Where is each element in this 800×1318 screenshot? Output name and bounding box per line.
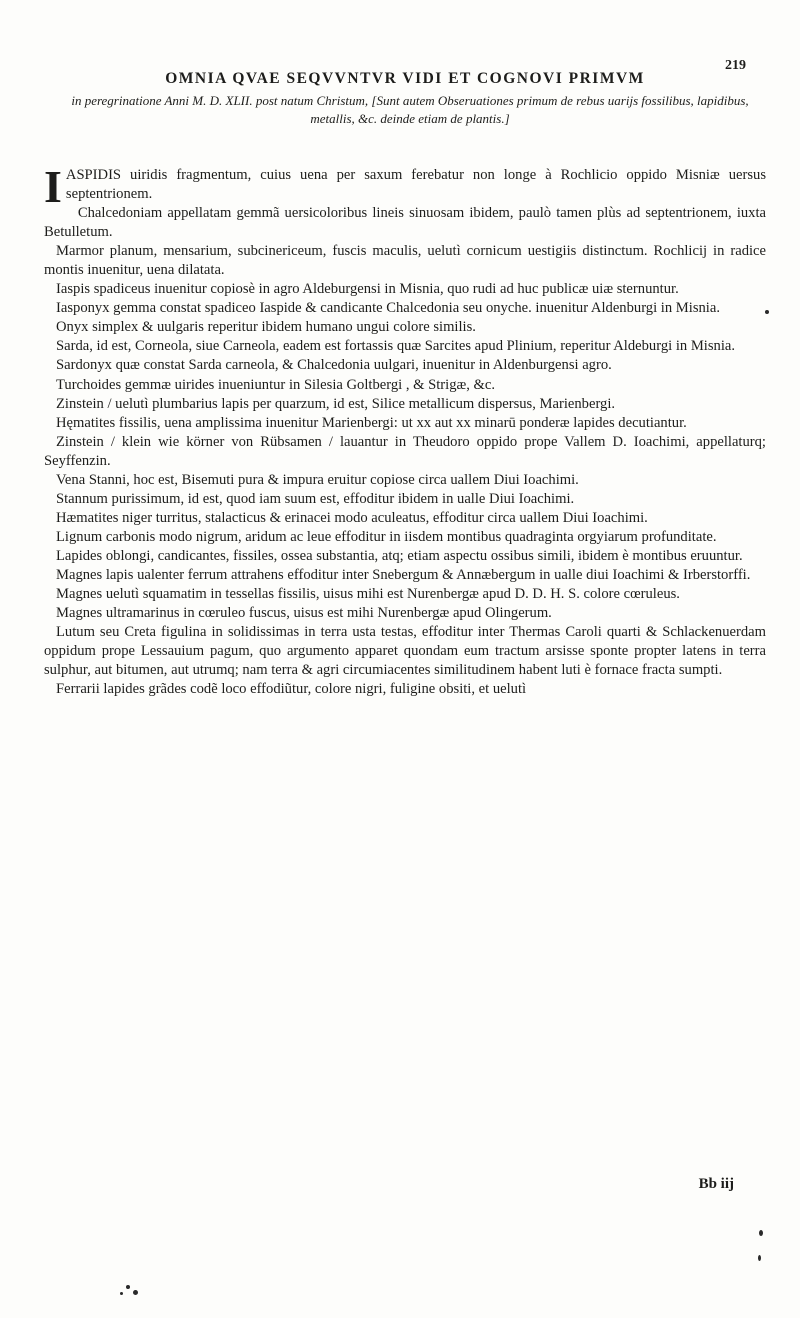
paragraph: Zinstein / klein wie körner von Rübsamen / lauantur in Theudoro oppido prope Vallem D. Ioachimi, appellaturq; Seyffenzin. (44, 433, 766, 469)
page-number: 219 (725, 58, 746, 73)
paragraph: Lapides oblongi, candicantes, fissiles, ossea substantia, atq; etiam aspectu ossibus simili, ibidem è montibus eruuntur. (56, 547, 743, 564)
paragraph: Onyx simplex & uulgaris reperitur ibidem humano ungui colore similis. (56, 319, 476, 336)
paragraph: Magnes lapis ualenter ferrum attrahens effoditur inter Snebergum & Annæbergum in ualle diui Ioachimi & Irberstorffi. (56, 566, 751, 583)
ink-speck (133, 1290, 138, 1295)
paragraph: Chalcedoniam appellatam gemmã uersicoloribus lineis sinuosam ibidem, paulò tamen plùs ad septentrionem, iuxta Betulletum. (44, 205, 766, 241)
paragraph: Zinstein / uelutì plumbarius lapis per quarzum, id est, Silice metallicum dispersus, Marienbergi. (56, 395, 616, 412)
paragraph: Hęmatites fissilis, uena amplissima inuenitur Marienbergi: ut xx aut xx minarū ponderæ lapides decutiantur. (56, 414, 687, 431)
paragraph: Sardonyx quæ constat Sarda carneola, & Chalcedonia uulgari, inuenitur in Aldenburgensi agro. (56, 357, 612, 374)
paragraph: Hæmatites niger turritus, stalacticus & erinacei modo aculeatus, effoditur circa uallem Diui Ioachimi. (56, 509, 648, 526)
paragraph: Iaspis spadiceus inuenitur copiosè in agro Aldeburgensi in Misnia, quo rudi ad huc publicæ uiæ sternuntur. (56, 281, 679, 298)
drop-cap: I (44, 161, 62, 212)
paragraph: Turchoides gemmæ uirides inueniuntur in Silesia Goltbergi , & Strigæ, &c. (56, 376, 496, 393)
paragraph: Lutum seu Creta figulina in solidissimas in terra usta testas, effoditur inter Thermas Caroli quarti & Schlackenuerdam oppidum prope Lessauium pagum, quo argumento apparet quondam eum tractum arsisse sponte propter latens in terra sulphur, aut bitumen, aut utrumq; nam terra & agri circumiacentes similitudinem habent luti è fornace fracta sumpti. (44, 624, 766, 679)
paragraph: Sarda, id est, Corneola, siue Carneola, eadem est fortassis quæ Sarcites apud Plinium, reperitur Aldeburgi in Misnia. (56, 338, 736, 355)
signature-mark: Bb iij (698, 1176, 734, 1192)
paragraph: Stannum purissimum, id est, quod iam suum est, effoditur ibidem in ualle Diui Ioachimi. (56, 490, 575, 507)
ink-speck (120, 1292, 123, 1295)
ink-speck (765, 310, 769, 314)
paragraph: Ferrarii lapides grãdes codẽ loco effodiũtur, colore nigri, fuligine obsiti, et uelutì (56, 681, 527, 698)
paragraph: Vena Stanni, hoc est, Bisemuti pura & impura eruitur copiose circa uallem Diui Ioachimi. (56, 471, 579, 488)
header-note: in peregrinatione Anni M. D. XLII. post natum Christum, [Sunt autem Obseruationes primum de rebus uarijs fossilibus, lapidibus, metallis, &c. deinde etiam de plantis.] (71, 93, 749, 126)
ink-speck (758, 1255, 761, 1261)
ink-speck (759, 1230, 763, 1236)
paragraph: Marmor planum, mensarium, subcinericeum, fuscis maculis, uelutì cornicum uestigiis distinctum. Rochlicij in radice montis inuenitur, uena dilatata. (44, 243, 766, 279)
paragraph: Magnes ultramarinus in cœruleo fuscus, uisus est mihi Nurenbergæ apud Olingerum. (56, 605, 552, 622)
paragraph: Magnes uelutì squamatim in tessellas fissilis, uisus mihi est Nurenbergæ apud D. D. H. S. colore cœruleus. (56, 586, 680, 603)
paragraph: ASPIDIS uiridis fragmentum, cuius uena per saxum ferebatur non longe à Rochlicio oppido Misniæ uersus septentrionem. (65, 167, 766, 203)
ink-speck (126, 1285, 130, 1289)
paragraph: Iasponyx gemma constat spadiceo Iaspide & candicante Chalcedonia seu onyche. inuenitur Aldenburgi in Misnia. (56, 300, 720, 317)
body-text (44, 161, 766, 699)
running-head: OMNIA QVAE SEQVVNTVR VIDI ET COGNOVI PRIMVM (165, 70, 645, 87)
paragraph: Lignum carbonis modo nigrum, aridum ac leue effoditur in iisdem montibus quadraginta orgyiarum profunditate. (56, 528, 717, 545)
